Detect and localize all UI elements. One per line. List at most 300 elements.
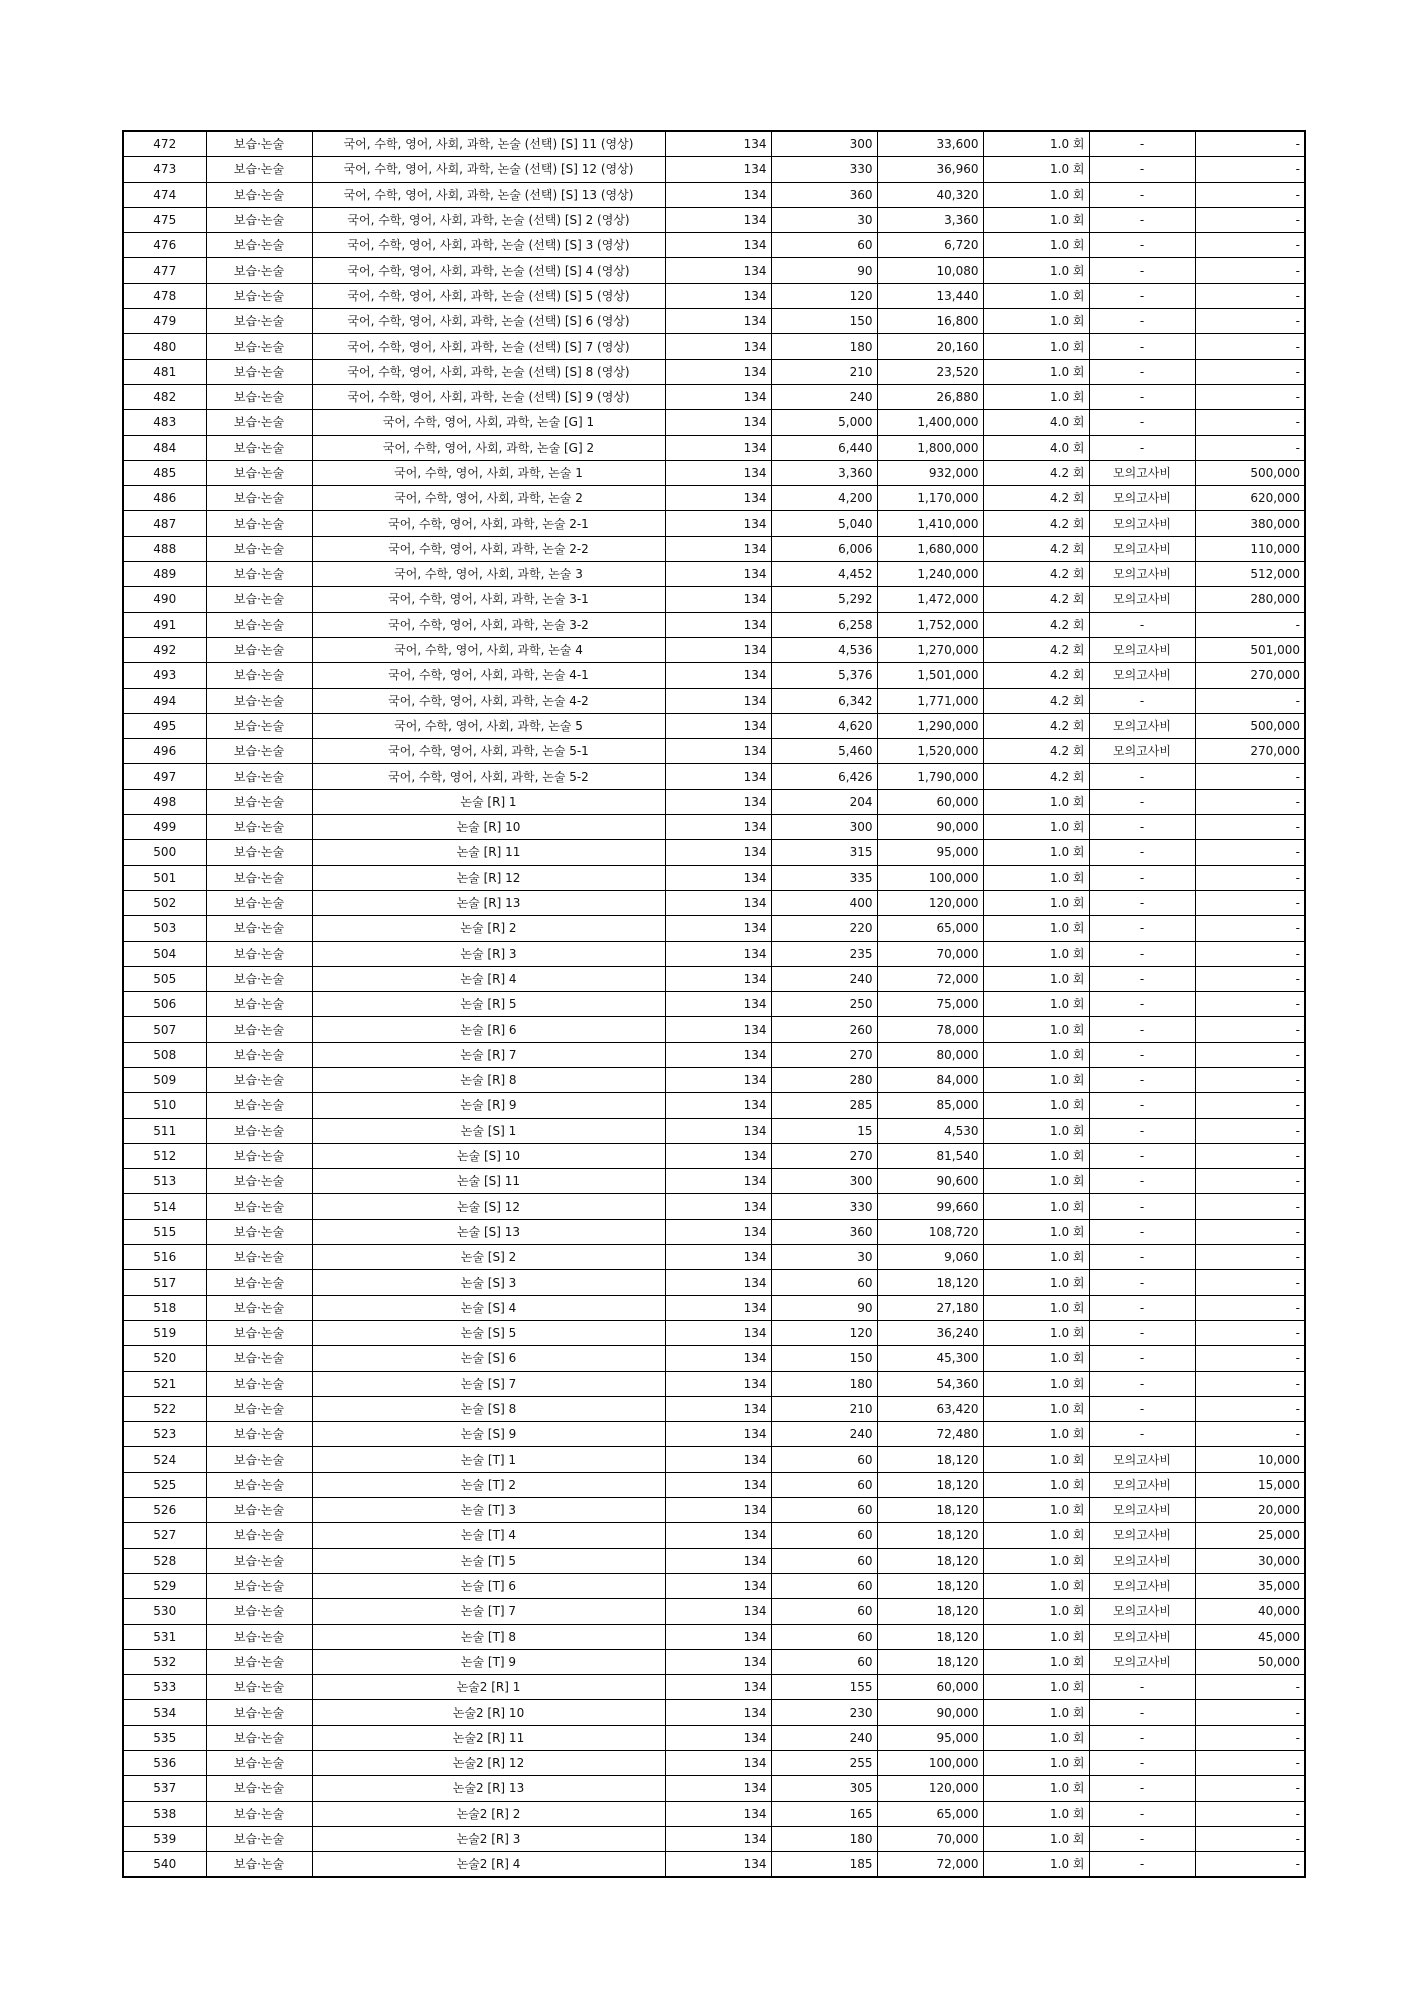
extra-label-cell: -	[1089, 1067, 1195, 1092]
extra-label-cell: -	[1089, 941, 1195, 966]
extra-label-cell: -	[1089, 131, 1195, 157]
extra-label-cell: -	[1089, 865, 1195, 890]
code-cell: 134	[665, 1422, 771, 1447]
fee-cell: 54,360	[877, 1371, 983, 1396]
row-number-cell: 479	[123, 309, 206, 334]
extra-amount-cell: -	[1195, 435, 1305, 460]
extra-label-cell: -	[1089, 1371, 1195, 1396]
code-cell: 134	[665, 1776, 771, 1801]
row-number-cell: 524	[123, 1447, 206, 1472]
category-cell: 보습·논술	[206, 410, 312, 435]
fee-cell: 1,790,000	[877, 764, 983, 789]
multiplier-cell: 1.0 회	[983, 334, 1089, 359]
hours-cell: 300	[771, 131, 877, 157]
row-number-cell: 520	[123, 1346, 206, 1371]
extra-amount-cell: -	[1195, 1852, 1305, 1878]
hours-cell: 220	[771, 916, 877, 941]
multiplier-cell: 1.0 회	[983, 1649, 1089, 1674]
multiplier-cell: 4.2 회	[983, 637, 1089, 662]
extra-label-cell: -	[1089, 916, 1195, 941]
code-cell: 134	[665, 587, 771, 612]
multiplier-cell: 4.2 회	[983, 612, 1089, 637]
hours-cell: 4,200	[771, 486, 877, 511]
multiplier-cell: 1.0 회	[983, 1725, 1089, 1750]
extra-label-cell: -	[1089, 283, 1195, 308]
category-cell: 보습·논술	[206, 1169, 312, 1194]
multiplier-cell: 1.0 회	[983, 966, 1089, 991]
multiplier-cell: 1.0 회	[983, 1017, 1089, 1042]
fee-cell: 45,300	[877, 1346, 983, 1371]
category-cell: 보습·논술	[206, 815, 312, 840]
extra-label-cell: -	[1089, 764, 1195, 789]
category-cell: 보습·논술	[206, 1852, 312, 1878]
extra-label-cell: -	[1089, 1295, 1195, 1320]
extra-label-cell: -	[1089, 1245, 1195, 1270]
hours-cell: 5,376	[771, 663, 877, 688]
course-name-cell: 논술 [S] 2	[312, 1245, 665, 1270]
course-name-cell: 논술 [T] 7	[312, 1599, 665, 1624]
multiplier-cell: 4.2 회	[983, 562, 1089, 587]
multiplier-cell: 1.0 회	[983, 359, 1089, 384]
multiplier-cell: 1.0 회	[983, 815, 1089, 840]
row-number-cell: 490	[123, 587, 206, 612]
table-row	[123, 1067, 1305, 1092]
multiplier-cell: 1.0 회	[983, 1194, 1089, 1219]
fee-cell: 95,000	[877, 840, 983, 865]
extra-amount-cell: -	[1195, 941, 1305, 966]
fee-cell: 18,120	[877, 1649, 983, 1674]
hours-cell: 90	[771, 1295, 877, 1320]
table-row	[123, 1573, 1305, 1598]
code-cell: 134	[665, 460, 771, 485]
course-name-cell: 논술 [R] 9	[312, 1093, 665, 1118]
code-cell: 134	[665, 688, 771, 713]
extra-amount-cell: -	[1195, 1067, 1305, 1092]
course-name-cell: 국어, 수학, 영어, 사회, 과학, 논술 4-2	[312, 688, 665, 713]
row-number-cell: 519	[123, 1320, 206, 1345]
hours-cell: 90	[771, 258, 877, 283]
fee-cell: 120,000	[877, 890, 983, 915]
extra-amount-cell: 380,000	[1195, 511, 1305, 536]
category-cell: 보습·논술	[206, 1042, 312, 1067]
multiplier-cell: 1.0 회	[983, 1118, 1089, 1143]
hours-cell: 270	[771, 1042, 877, 1067]
multiplier-cell: 1.0 회	[983, 1624, 1089, 1649]
extra-amount-cell: -	[1195, 1700, 1305, 1725]
extra-label-cell: -	[1089, 1801, 1195, 1826]
fee-cell: 26,880	[877, 384, 983, 409]
table-row	[123, 1219, 1305, 1244]
category-cell: 보습·논술	[206, 1017, 312, 1042]
category-cell: 보습·논술	[206, 1346, 312, 1371]
extra-label-cell: 모의고사비	[1089, 1649, 1195, 1674]
extra-label-cell: -	[1089, 1270, 1195, 1295]
fee-cell: 18,120	[877, 1573, 983, 1598]
course-name-cell: 논술 [S] 8	[312, 1396, 665, 1421]
category-cell: 보습·논술	[206, 1675, 312, 1700]
code-cell: 134	[665, 182, 771, 207]
course-name-cell: 논술 [R] 2	[312, 916, 665, 941]
course-name-cell: 논술2 [R] 4	[312, 1852, 665, 1878]
category-cell: 보습·논술	[206, 840, 312, 865]
extra-amount-cell: -	[1195, 1169, 1305, 1194]
table-row	[123, 739, 1305, 764]
table-row	[123, 1118, 1305, 1143]
table-row	[123, 1245, 1305, 1270]
fee-cell: 100,000	[877, 865, 983, 890]
category-cell: 보습·논술	[206, 1751, 312, 1776]
row-number-cell: 514	[123, 1194, 206, 1219]
table-row	[123, 359, 1305, 384]
code-cell: 134	[665, 1548, 771, 1573]
fee-cell: 1,170,000	[877, 486, 983, 511]
course-name-cell: 국어, 수학, 영어, 사회, 과학, 논술 (선택) [S] 8 (영상)	[312, 359, 665, 384]
hours-cell: 210	[771, 1396, 877, 1421]
code-cell: 134	[665, 1573, 771, 1598]
category-cell: 보습·논술	[206, 283, 312, 308]
code-cell: 134	[665, 1371, 771, 1396]
hours-cell: 280	[771, 1067, 877, 1092]
table-row	[123, 1295, 1305, 1320]
fee-cell: 18,120	[877, 1599, 983, 1624]
extra-label-cell: 모의고사비	[1089, 1523, 1195, 1548]
fee-cell: 23,520	[877, 359, 983, 384]
extra-amount-cell: 620,000	[1195, 486, 1305, 511]
extra-label-cell: -	[1089, 789, 1195, 814]
multiplier-cell: 1.0 회	[983, 157, 1089, 182]
code-cell: 134	[665, 637, 771, 662]
extra-amount-cell: -	[1195, 1017, 1305, 1042]
fee-cell: 90,600	[877, 1169, 983, 1194]
extra-amount-cell: -	[1195, 233, 1305, 258]
course-name-cell: 국어, 수학, 영어, 사회, 과학, 논술 2	[312, 486, 665, 511]
fee-cell: 1,752,000	[877, 612, 983, 637]
category-cell: 보습·논술	[206, 637, 312, 662]
table-row	[123, 587, 1305, 612]
category-cell: 보습·논술	[206, 1472, 312, 1497]
extra-label-cell: -	[1089, 1169, 1195, 1194]
category-cell: 보습·논술	[206, 1776, 312, 1801]
multiplier-cell: 1.0 회	[983, 1396, 1089, 1421]
category-cell: 보습·논술	[206, 435, 312, 460]
course-name-cell: 논술 [S] 7	[312, 1371, 665, 1396]
fee-cell: 27,180	[877, 1295, 983, 1320]
course-name-cell: 국어, 수학, 영어, 사회, 과학, 논술 (선택) [S] 4 (영상)	[312, 258, 665, 283]
category-cell: 보습·논술	[206, 1422, 312, 1447]
fee-cell: 36,960	[877, 157, 983, 182]
extra-amount-cell: 35,000	[1195, 1573, 1305, 1598]
hours-cell: 330	[771, 1194, 877, 1219]
multiplier-cell: 1.0 회	[983, 941, 1089, 966]
extra-amount-cell: -	[1195, 1396, 1305, 1421]
extra-label-cell: 모의고사비	[1089, 1599, 1195, 1624]
code-cell: 134	[665, 486, 771, 511]
table-row	[123, 486, 1305, 511]
code-cell: 134	[665, 334, 771, 359]
table-row	[123, 562, 1305, 587]
table-row	[123, 1270, 1305, 1295]
extra-amount-cell: -	[1195, 1194, 1305, 1219]
row-number-cell: 534	[123, 1700, 206, 1725]
table-row	[123, 1599, 1305, 1624]
multiplier-cell: 1.0 회	[983, 1852, 1089, 1878]
extra-label-cell: -	[1089, 1017, 1195, 1042]
row-number-cell: 489	[123, 562, 206, 587]
course-name-cell: 논술 [S] 9	[312, 1422, 665, 1447]
row-number-cell: 488	[123, 536, 206, 561]
category-cell: 보습·논술	[206, 258, 312, 283]
code-cell: 134	[665, 1270, 771, 1295]
hours-cell: 60	[771, 1472, 877, 1497]
row-number-cell: 483	[123, 410, 206, 435]
extra-label-cell: -	[1089, 612, 1195, 637]
fee-cell: 80,000	[877, 1042, 983, 1067]
fee-cell: 99,660	[877, 1194, 983, 1219]
fee-cell: 18,120	[877, 1624, 983, 1649]
row-number-cell: 537	[123, 1776, 206, 1801]
course-name-cell: 국어, 수학, 영어, 사회, 과학, 논술 [G] 1	[312, 410, 665, 435]
fee-cell: 18,120	[877, 1548, 983, 1573]
multiplier-cell: 1.0 회	[983, 1346, 1089, 1371]
row-number-cell: 476	[123, 233, 206, 258]
hours-cell: 6,258	[771, 612, 877, 637]
course-name-cell: 국어, 수학, 영어, 사회, 과학, 논술 4-1	[312, 663, 665, 688]
multiplier-cell: 1.0 회	[983, 131, 1089, 157]
table-row	[123, 1624, 1305, 1649]
multiplier-cell: 4.0 회	[983, 410, 1089, 435]
extra-label-cell: -	[1089, 1346, 1195, 1371]
fee-cell: 1,410,000	[877, 511, 983, 536]
table-row	[123, 1093, 1305, 1118]
course-name-cell: 논술 [S] 3	[312, 1270, 665, 1295]
table-row	[123, 1700, 1305, 1725]
row-number-cell: 482	[123, 384, 206, 409]
extra-amount-cell: -	[1195, 1143, 1305, 1168]
table-row	[123, 1725, 1305, 1750]
course-name-cell: 논술 [T] 5	[312, 1548, 665, 1573]
code-cell: 134	[665, 1245, 771, 1270]
extra-label-cell: -	[1089, 233, 1195, 258]
hours-cell: 5,460	[771, 739, 877, 764]
row-number-cell: 486	[123, 486, 206, 511]
multiplier-cell: 4.2 회	[983, 688, 1089, 713]
row-number-cell: 494	[123, 688, 206, 713]
row-number-cell: 485	[123, 460, 206, 485]
code-cell: 134	[665, 309, 771, 334]
extra-amount-cell: -	[1195, 384, 1305, 409]
code-cell: 134	[665, 764, 771, 789]
extra-label-cell: -	[1089, 1751, 1195, 1776]
course-name-cell: 논술2 [R] 3	[312, 1826, 665, 1851]
fee-cell: 63,420	[877, 1396, 983, 1421]
code-cell: 134	[665, 966, 771, 991]
table-row	[123, 384, 1305, 409]
row-number-cell: 509	[123, 1067, 206, 1092]
fee-cell: 1,800,000	[877, 435, 983, 460]
table-row	[123, 992, 1305, 1017]
extra-amount-cell: -	[1195, 1270, 1305, 1295]
code-cell: 134	[665, 890, 771, 915]
hours-cell: 30	[771, 207, 877, 232]
hours-cell: 60	[771, 1573, 877, 1598]
code-cell: 134	[665, 916, 771, 941]
code-cell: 134	[665, 1118, 771, 1143]
fee-cell: 20,160	[877, 334, 983, 359]
extra-amount-cell: 512,000	[1195, 562, 1305, 587]
multiplier-cell: 4.0 회	[983, 435, 1089, 460]
fee-cell: 120,000	[877, 1776, 983, 1801]
hours-cell: 15	[771, 1118, 877, 1143]
extra-amount-cell: -	[1195, 410, 1305, 435]
category-cell: 보습·논술	[206, 1245, 312, 1270]
table-row	[123, 1169, 1305, 1194]
course-name-cell: 국어, 수학, 영어, 사회, 과학, 논술 (선택) [S] 2 (영상)	[312, 207, 665, 232]
extra-amount-cell: 270,000	[1195, 663, 1305, 688]
code-cell: 134	[665, 511, 771, 536]
multiplier-cell: 4.2 회	[983, 713, 1089, 738]
category-cell: 보습·논술	[206, 334, 312, 359]
extra-amount-cell: -	[1195, 764, 1305, 789]
fee-cell: 16,800	[877, 309, 983, 334]
category-cell: 보습·논술	[206, 1270, 312, 1295]
category-cell: 보습·논술	[206, 1396, 312, 1421]
code-cell: 134	[665, 1169, 771, 1194]
table-row	[123, 1776, 1305, 1801]
code-cell: 134	[665, 1067, 771, 1092]
extra-amount-cell: -	[1195, 1422, 1305, 1447]
course-name-cell: 국어, 수학, 영어, 사회, 과학, 논술 (선택) [S] 9 (영상)	[312, 384, 665, 409]
hours-cell: 60	[771, 1649, 877, 1674]
code-cell: 134	[665, 1523, 771, 1548]
fee-cell: 13,440	[877, 283, 983, 308]
table-row	[123, 157, 1305, 182]
code-cell: 134	[665, 1700, 771, 1725]
course-name-cell: 국어, 수학, 영어, 사회, 과학, 논술 1	[312, 460, 665, 485]
hours-cell: 120	[771, 1320, 877, 1345]
category-cell: 보습·논술	[206, 460, 312, 485]
row-number-cell: 481	[123, 359, 206, 384]
category-cell: 보습·논술	[206, 1447, 312, 1472]
extra-amount-cell: 45,000	[1195, 1624, 1305, 1649]
extra-label-cell: 모의고사비	[1089, 486, 1195, 511]
category-cell: 보습·논술	[206, 1067, 312, 1092]
code-cell: 134	[665, 1649, 771, 1674]
fee-cell: 90,000	[877, 1700, 983, 1725]
multiplier-cell: 1.0 회	[983, 1219, 1089, 1244]
category-cell: 보습·논술	[206, 688, 312, 713]
extra-label-cell: -	[1089, 334, 1195, 359]
extra-amount-cell: -	[1195, 359, 1305, 384]
table-row	[123, 1017, 1305, 1042]
extra-amount-cell: -	[1195, 992, 1305, 1017]
category-cell: 보습·논술	[206, 1599, 312, 1624]
multiplier-cell: 1.0 회	[983, 233, 1089, 258]
multiplier-cell: 1.0 회	[983, 1295, 1089, 1320]
category-cell: 보습·논술	[206, 1801, 312, 1826]
category-cell: 보습·논술	[206, 1371, 312, 1396]
table-row	[123, 663, 1305, 688]
extra-label-cell: -	[1089, 890, 1195, 915]
code-cell: 134	[665, 1826, 771, 1851]
row-number-cell: 521	[123, 1371, 206, 1396]
extra-label-cell: -	[1089, 840, 1195, 865]
extra-amount-cell: -	[1195, 1219, 1305, 1244]
extra-label-cell: 모의고사비	[1089, 1548, 1195, 1573]
extra-amount-cell: -	[1195, 1826, 1305, 1851]
row-number-cell: 504	[123, 941, 206, 966]
extra-label-cell: -	[1089, 157, 1195, 182]
extra-label-cell: -	[1089, 1826, 1195, 1851]
row-number-cell: 515	[123, 1219, 206, 1244]
table-row	[123, 258, 1305, 283]
table-row	[123, 309, 1305, 334]
row-number-cell: 529	[123, 1573, 206, 1598]
row-number-cell: 502	[123, 890, 206, 915]
fee-cell: 1,501,000	[877, 663, 983, 688]
course-name-cell: 논술2 [R] 2	[312, 1801, 665, 1826]
extra-amount-cell: -	[1195, 258, 1305, 283]
code-cell: 134	[665, 207, 771, 232]
extra-label-cell: -	[1089, 688, 1195, 713]
fee-cell: 72,480	[877, 1422, 983, 1447]
multiplier-cell: 1.0 회	[983, 1523, 1089, 1548]
table-row	[123, 612, 1305, 637]
fee-cell: 1,771,000	[877, 688, 983, 713]
table-row	[123, 1396, 1305, 1421]
multiplier-cell: 4.2 회	[983, 739, 1089, 764]
row-number-cell: 500	[123, 840, 206, 865]
row-number-cell: 472	[123, 131, 206, 157]
hours-cell: 180	[771, 334, 877, 359]
extra-amount-cell: 110,000	[1195, 536, 1305, 561]
course-name-cell: 국어, 수학, 영어, 사회, 과학, 논술 [G] 2	[312, 435, 665, 460]
hours-cell: 120	[771, 283, 877, 308]
multiplier-cell: 1.0 회	[983, 1599, 1089, 1624]
extra-label-cell: -	[1089, 207, 1195, 232]
course-name-cell: 논술 [S] 1	[312, 1118, 665, 1143]
extra-amount-cell: -	[1195, 1751, 1305, 1776]
multiplier-cell: 1.0 회	[983, 1700, 1089, 1725]
code-cell: 134	[665, 815, 771, 840]
extra-amount-cell: -	[1195, 1675, 1305, 1700]
multiplier-cell: 1.0 회	[983, 1067, 1089, 1092]
row-number-cell: 517	[123, 1270, 206, 1295]
extra-amount-cell: -	[1195, 1295, 1305, 1320]
extra-amount-cell: -	[1195, 1245, 1305, 1270]
extra-amount-cell: 40,000	[1195, 1599, 1305, 1624]
fee-cell: 108,720	[877, 1219, 983, 1244]
table-row	[123, 789, 1305, 814]
category-cell: 보습·논술	[206, 764, 312, 789]
fee-cell: 4,530	[877, 1118, 983, 1143]
category-cell: 보습·논술	[206, 1219, 312, 1244]
course-name-cell: 논술2 [R] 13	[312, 1776, 665, 1801]
extra-amount-cell: -	[1195, 334, 1305, 359]
fee-cell: 90,000	[877, 815, 983, 840]
table-row	[123, 890, 1305, 915]
hours-cell: 285	[771, 1093, 877, 1118]
category-cell: 보습·논술	[206, 890, 312, 915]
code-cell: 134	[665, 131, 771, 157]
multiplier-cell: 4.2 회	[983, 511, 1089, 536]
extra-label-cell: -	[1089, 1725, 1195, 1750]
multiplier-cell: 4.2 회	[983, 486, 1089, 511]
code-cell: 134	[665, 1624, 771, 1649]
fee-cell: 85,000	[877, 1093, 983, 1118]
table-row	[123, 1826, 1305, 1851]
code-cell: 134	[665, 1295, 771, 1320]
category-cell: 보습·논술	[206, 789, 312, 814]
